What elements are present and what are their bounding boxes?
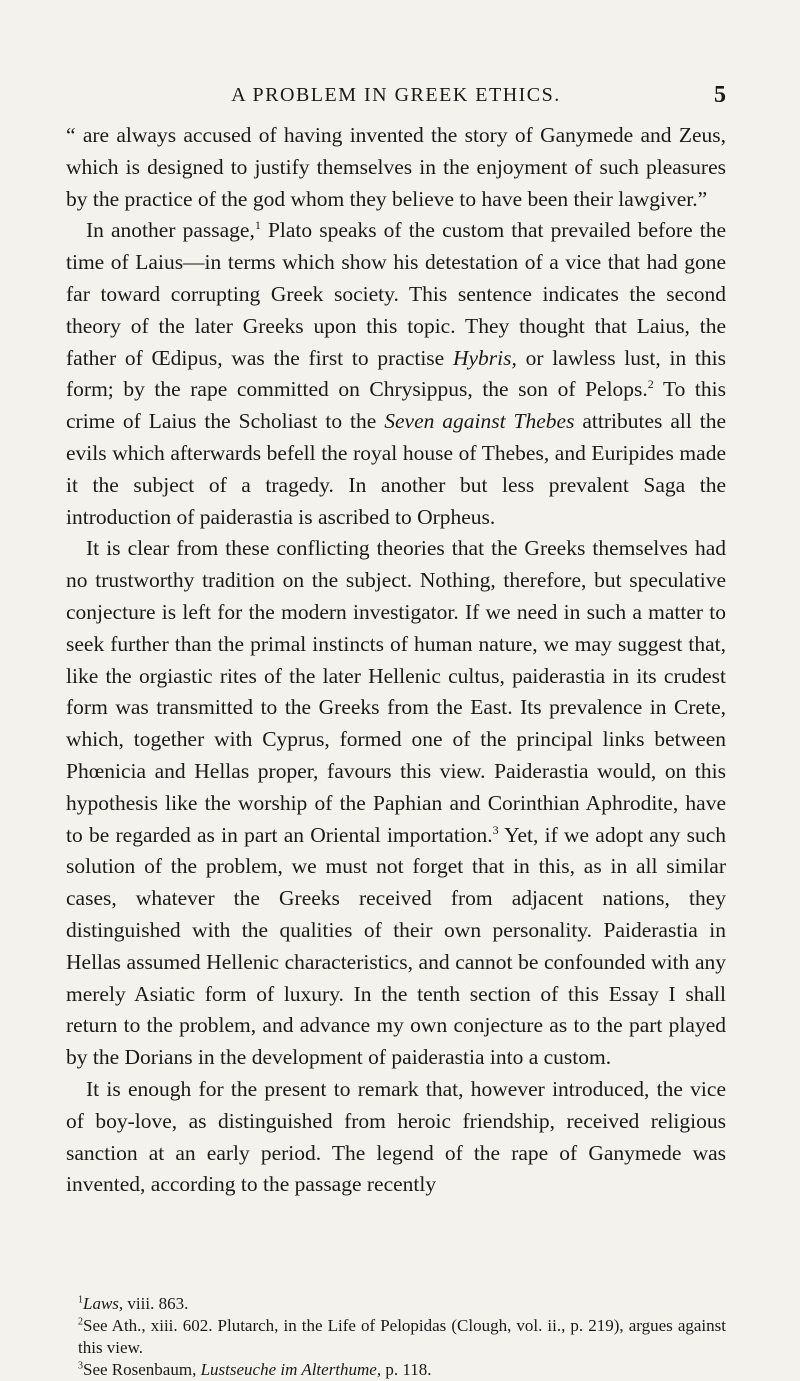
footnote-1: [78, 1293, 726, 1315]
paragraph-3: [66, 533, 726, 1074]
running-title: A PROBLEM IN GREEK ETHICS.: [231, 84, 561, 106]
text-run: Yet, if we adopt any such solution of the problem, we must not forget that in this, as in all similar cases, whatever the Greeks received from adjacent nations, they distinguished with the qualities of their own personality. Paiderastia in Hellas assumed Hellenic characteristics, and cannot be confounded with any merely Asiatic form of luxury. In the tenth section of this Essay I shall return to the problem, and advance my own conjecture as to the part played by the Dorians in the development of paiderastia into a custom.: [66, 822, 727, 1070]
footnote-2: [78, 1315, 726, 1359]
term-hybris: Hybris,: [452, 345, 517, 370]
footnote-ref-2[interactable]: 2: [647, 377, 654, 392]
text-run: or lawless lust, in this form; by the rape committed on Chrysippus, the son of Pelops.: [66, 345, 727, 402]
footnote-mark: 1: [78, 1294, 83, 1306]
text-run: It is clear from these conflicting theories that the Greeks themselves had no trustworthy tradition on the subject. Nothing, therefore, but speculative conjecture is left for the modern investigator. If we need in such a matter to seek further than the primal instincts of human nature, we may suggest that, like the orgiastic rites of the later Hellenic cultus, paiderastia in its crudest form was transmitted to the Greeks from the East. Its prevalence in Crete, which, together with Cyprus, formed one of the principal links between Phœnicia and Hellas proper, favours this view. Paiderastia would, on this hypothesis like the worship of the Paphian and Corinthian Aphrodite, have to be regarded as in part an Oriental importation.: [66, 536, 726, 847]
page-number: 5: [714, 82, 726, 108]
footnote-mark: 2: [78, 1316, 83, 1328]
footnote-text: p. 118.: [381, 1360, 432, 1379]
footnote-title: Laws,: [83, 1294, 124, 1313]
footnote-ref-3[interactable]: 3: [492, 822, 499, 837]
text-run: attributes all the evils which afterwards befell the royal house of Thebes, and Euripides made it the subject of a tragedy. In another but less prevalent Saga the introduction of paiderastia is ascribed to Orpheus.: [66, 409, 727, 529]
footnote-text: See Rosenbaum,: [83, 1360, 201, 1379]
footnotes: [78, 1293, 726, 1381]
title-seven-against-thebes: Seven against Thebes: [384, 409, 575, 434]
footnote-text: viii. 863.: [123, 1294, 189, 1313]
paragraph-4: It is enough for the present to remark that, however introduced, the vice of boy-love, as distinguished from heroic friendship, received religious sanction at an early period. The legend of the rape of Ganymede was invented, according to the passage recently: [66, 1076, 726, 1197]
paragraph-2: [66, 215, 726, 533]
running-header: [66, 84, 726, 114]
footnote-mark: 3: [78, 1360, 83, 1372]
text-run: In another passage,: [86, 218, 255, 243]
footnote-ref-1[interactable]: 1: [254, 218, 261, 233]
body-text: [66, 120, 726, 1201]
text-run: Plato speaks of the custom that prevailed before the time of Laius—in terms which show his detestation of a vice that had gone far toward corrupting Greek society. This sentence indicates the second theory of the later Greeks upon this topic. They thought that Laius, the father of Œdipus, was the first to practise: [66, 218, 726, 370]
text-run: To this crime of Laius the Scholiast to the: [66, 377, 726, 434]
footnote-text: See Ath., xiii. 602. Plutarch, in the Life of Pelopidas (Clough, vol. ii., p. 219), argues against this view.: [78, 1316, 726, 1357]
footnote-title: Lustseuche im Alterthume,: [200, 1360, 382, 1379]
paragraph-1: “ are always accused of having invented the story of Ganymede and Zeus, which is designed to justify themselves in the enjoyment of such pleasures by the practice of the god whom they believe to have been their lawgiver.”: [66, 123, 726, 211]
